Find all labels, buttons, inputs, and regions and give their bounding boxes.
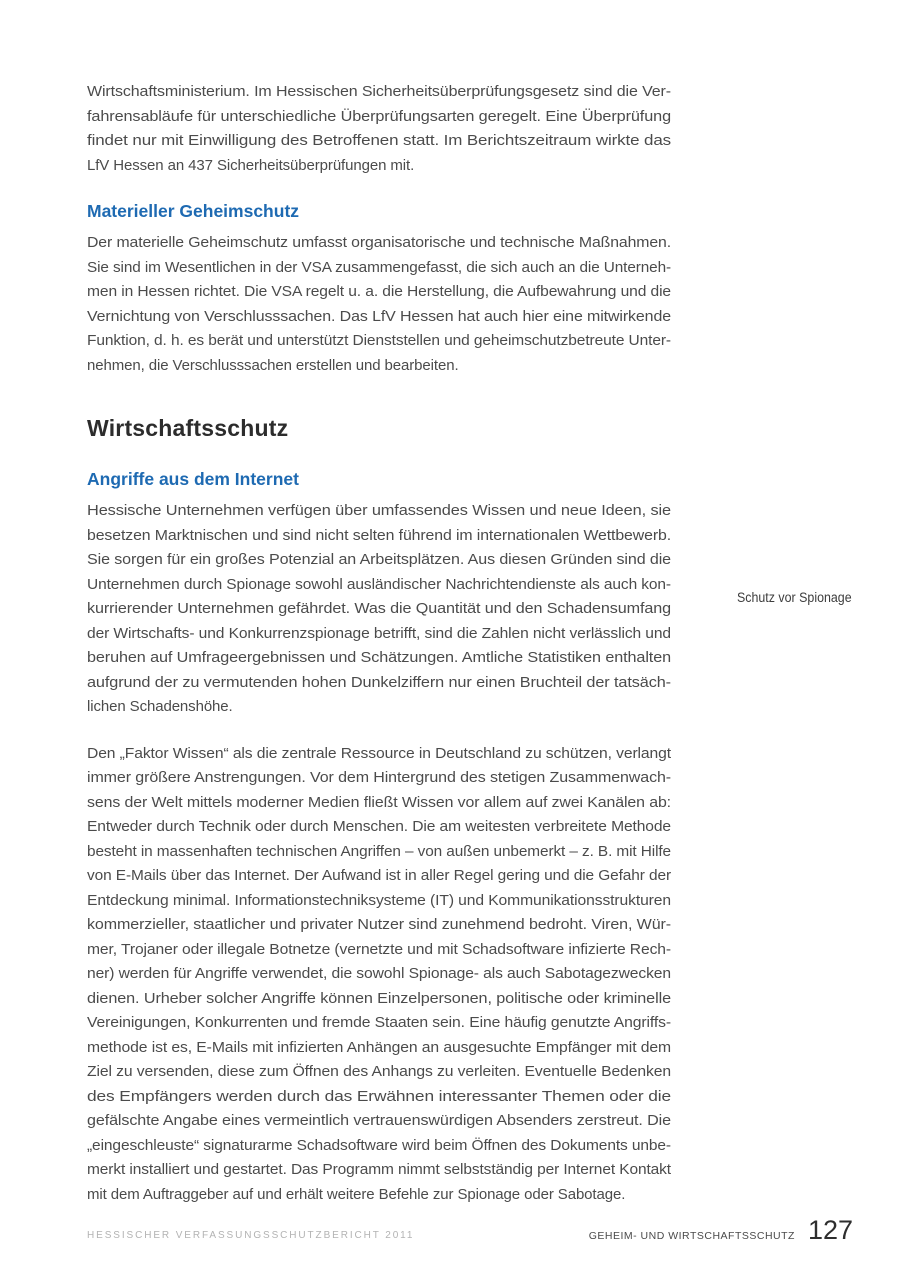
text-line: lichen Schadenshöhe.	[87, 698, 233, 715]
footer-right-group	[589, 1215, 853, 1245]
text-line: beruhen auf Umfrageergebnissen und Schätzungen. Amtliche Statistiken enthalten	[87, 649, 671, 666]
footer-chapter-label: GEHEIM- UND WIRTSCHAFTSSCHUTZ	[588, 1230, 795, 1242]
text-line: methode ist es, E-Mails mit infizierten Anhängen an ausgesuchte Empfänger mit dem	[87, 1038, 671, 1056]
text-line: Funktion, d. h. es berät und unterstützt Dienststellen und geheimschutzbetreute Unter-	[87, 332, 671, 349]
text-line: mit dem Auftraggeber auf und erhält weitere Befehle zur Spionage oder Sabotage.	[87, 1185, 626, 1203]
text-line: Vernichtung von Verschlusssachen. Das LfV Hessen hat auch hier eine mitwirkende	[87, 307, 671, 325]
text-line: Sie sorgen für ein großes Potenzial an Arbeitsplätzen. Aus diesen Gründen sind die	[87, 551, 671, 568]
section-heading-angriffe-aus-dem-internet: Angriffe aus dem Internet	[87, 469, 299, 489]
chapter-heading-wirtschaftsschutz: Wirtschaftsschutz	[87, 415, 289, 441]
text-line: men in Hessen richtet. Die VSA regelt u. a. die Herstellung, die Aufbewahrung und die	[87, 283, 671, 300]
text-line: merkt installiert und gestartet. Das Programm nimmt selbstständig per Internet Kontakt	[87, 1161, 671, 1178]
text-line: Unternehmen durch Spionage sowohl ausländischer Nachrichtendienste als auch kon-	[87, 575, 671, 593]
section-heading-materieller-geheimschutz: Materieller Geheimschutz	[87, 201, 300, 221]
text-line: mer, Trojaner oder illegale Botnetze (vernetzte und mit Schadsoftware infizierte Rech-	[87, 940, 671, 958]
text-line: Den „Faktor Wissen“ als die zentrale Ressource in Deutschland zu schützen, verlangt	[87, 744, 671, 762]
text-line: fahrensabläufe für unterschiedliche Überprüfungsarten geregelt. Eine Überprüfung	[87, 107, 671, 125]
text-line: ner) werden für Angriffe verwendet, die sowohl Spionage- als auch Sabotagezwecken	[87, 965, 671, 982]
paragraph-materieller-geheimschutz	[87, 231, 671, 378]
text-line: LfV Hessen an 437 Sicherheitsüberprüfungen mit.	[87, 156, 415, 174]
text-line: Der materielle Geheimschutz umfasst organisatorische und technische Maßnahmen.	[87, 234, 671, 251]
paragraph-angriffe-1	[87, 499, 671, 720]
text-line: „eingeschleuste“ signaturarme Schadsoftware wird beim Öffnen des Dokuments unbe-	[87, 1136, 671, 1154]
text-line: Ziel zu versenden, diese zum Öffnen des Anhangs zu verleiten. Eventuelle Bedenken	[87, 1063, 671, 1080]
margin-note-schutz-vor-spionage: Schutz vor Spionage	[737, 590, 852, 605]
text-line: kurrierender Unternehmen gefährdet. Was die Quantität und den Schadensumfang	[87, 600, 671, 617]
text-line: von E-Mails über das Internet. Der Aufwand ist in aller Regel gering und die Gefahr der	[87, 867, 671, 884]
text-line: gefälschte Angabe eines vermeintlich vertrauenswürdigen Absenders zerstreut. Die	[87, 1112, 671, 1129]
text-line: der Wirtschafts- und Konkurrenzspionage betrifft, sind die Zahlen nicht verlässlich und	[87, 624, 671, 642]
text-line: findet nur mit Einwilligung des Betroffenen statt. Im Berichtszeitraum wirkte das	[87, 132, 671, 149]
text-line: aufgrund der zu vermutenden hohen Dunkelziffern nur einen Bruchteil der tatsäch-	[87, 673, 671, 691]
text-line: besteht in massenhaften technischen Angriffen – von außen unbemerkt – z. B. mit Hilfe	[87, 842, 671, 860]
text-line: Vereinigungen, Konkurrenten und fremde Staaten sein. Eine häufig genutzte Angriffs-	[87, 1014, 671, 1031]
text-line: besetzen Marktnischen und sind nicht selten führend im internationalen Wettbewerb.	[87, 526, 671, 544]
text-line: Wirtschaftsministerium. Im Hessischen Sicherheitsüberprüfungsgesetz sind die Ver-	[87, 83, 671, 100]
page-number: 127	[807, 1215, 853, 1245]
text-line: immer größere Anstrengungen. Vor dem Hintergrund des stetigen Zusammenwach-	[87, 769, 671, 786]
text-line: des Empfängers werden durch das Erwähnen interessanter Themen oder die	[87, 1087, 671, 1105]
text-line: Hessische Unternehmen verfügen über umfassendes Wissen und neue Ideen, sie	[87, 502, 671, 519]
footer-report-title: HESSISCHER VERFASSUNGSSCHUTZBERICHT 2011	[87, 1230, 415, 1241]
text-line: Entweder durch Technik oder durch Menschen. Die am weitesten verbreitete Methode	[87, 818, 671, 835]
text-line: Sie sind im Wesentlichen in der VSA zusammengefasst, die sich auch an die Unterneh-	[87, 258, 671, 276]
text-line: Entdeckung minimal. Informationstechniksysteme (IT) und Kommunikationsstrukturen	[87, 891, 671, 909]
text-line: dienen. Urheber solcher Angriffe können Einzelpersonen, politische oder kriminelle	[87, 989, 671, 1007]
text-line: sens der Welt mittels moderner Medien fließt Wissen vor allem auf zwei Kanälen ab:	[87, 793, 671, 811]
paragraph-sicherheitsueberpruefung	[87, 80, 671, 178]
paragraph-angriffe-2	[87, 742, 671, 1208]
text-line: kommerzieller, staatlicher und privater Nutzer sind zunehmend bedroht. Viren, Wür-	[87, 916, 671, 933]
text-column	[87, 80, 671, 1207]
text-line: nehmen, die Verschlusssachen erstellen und bearbeiten.	[87, 356, 459, 374]
